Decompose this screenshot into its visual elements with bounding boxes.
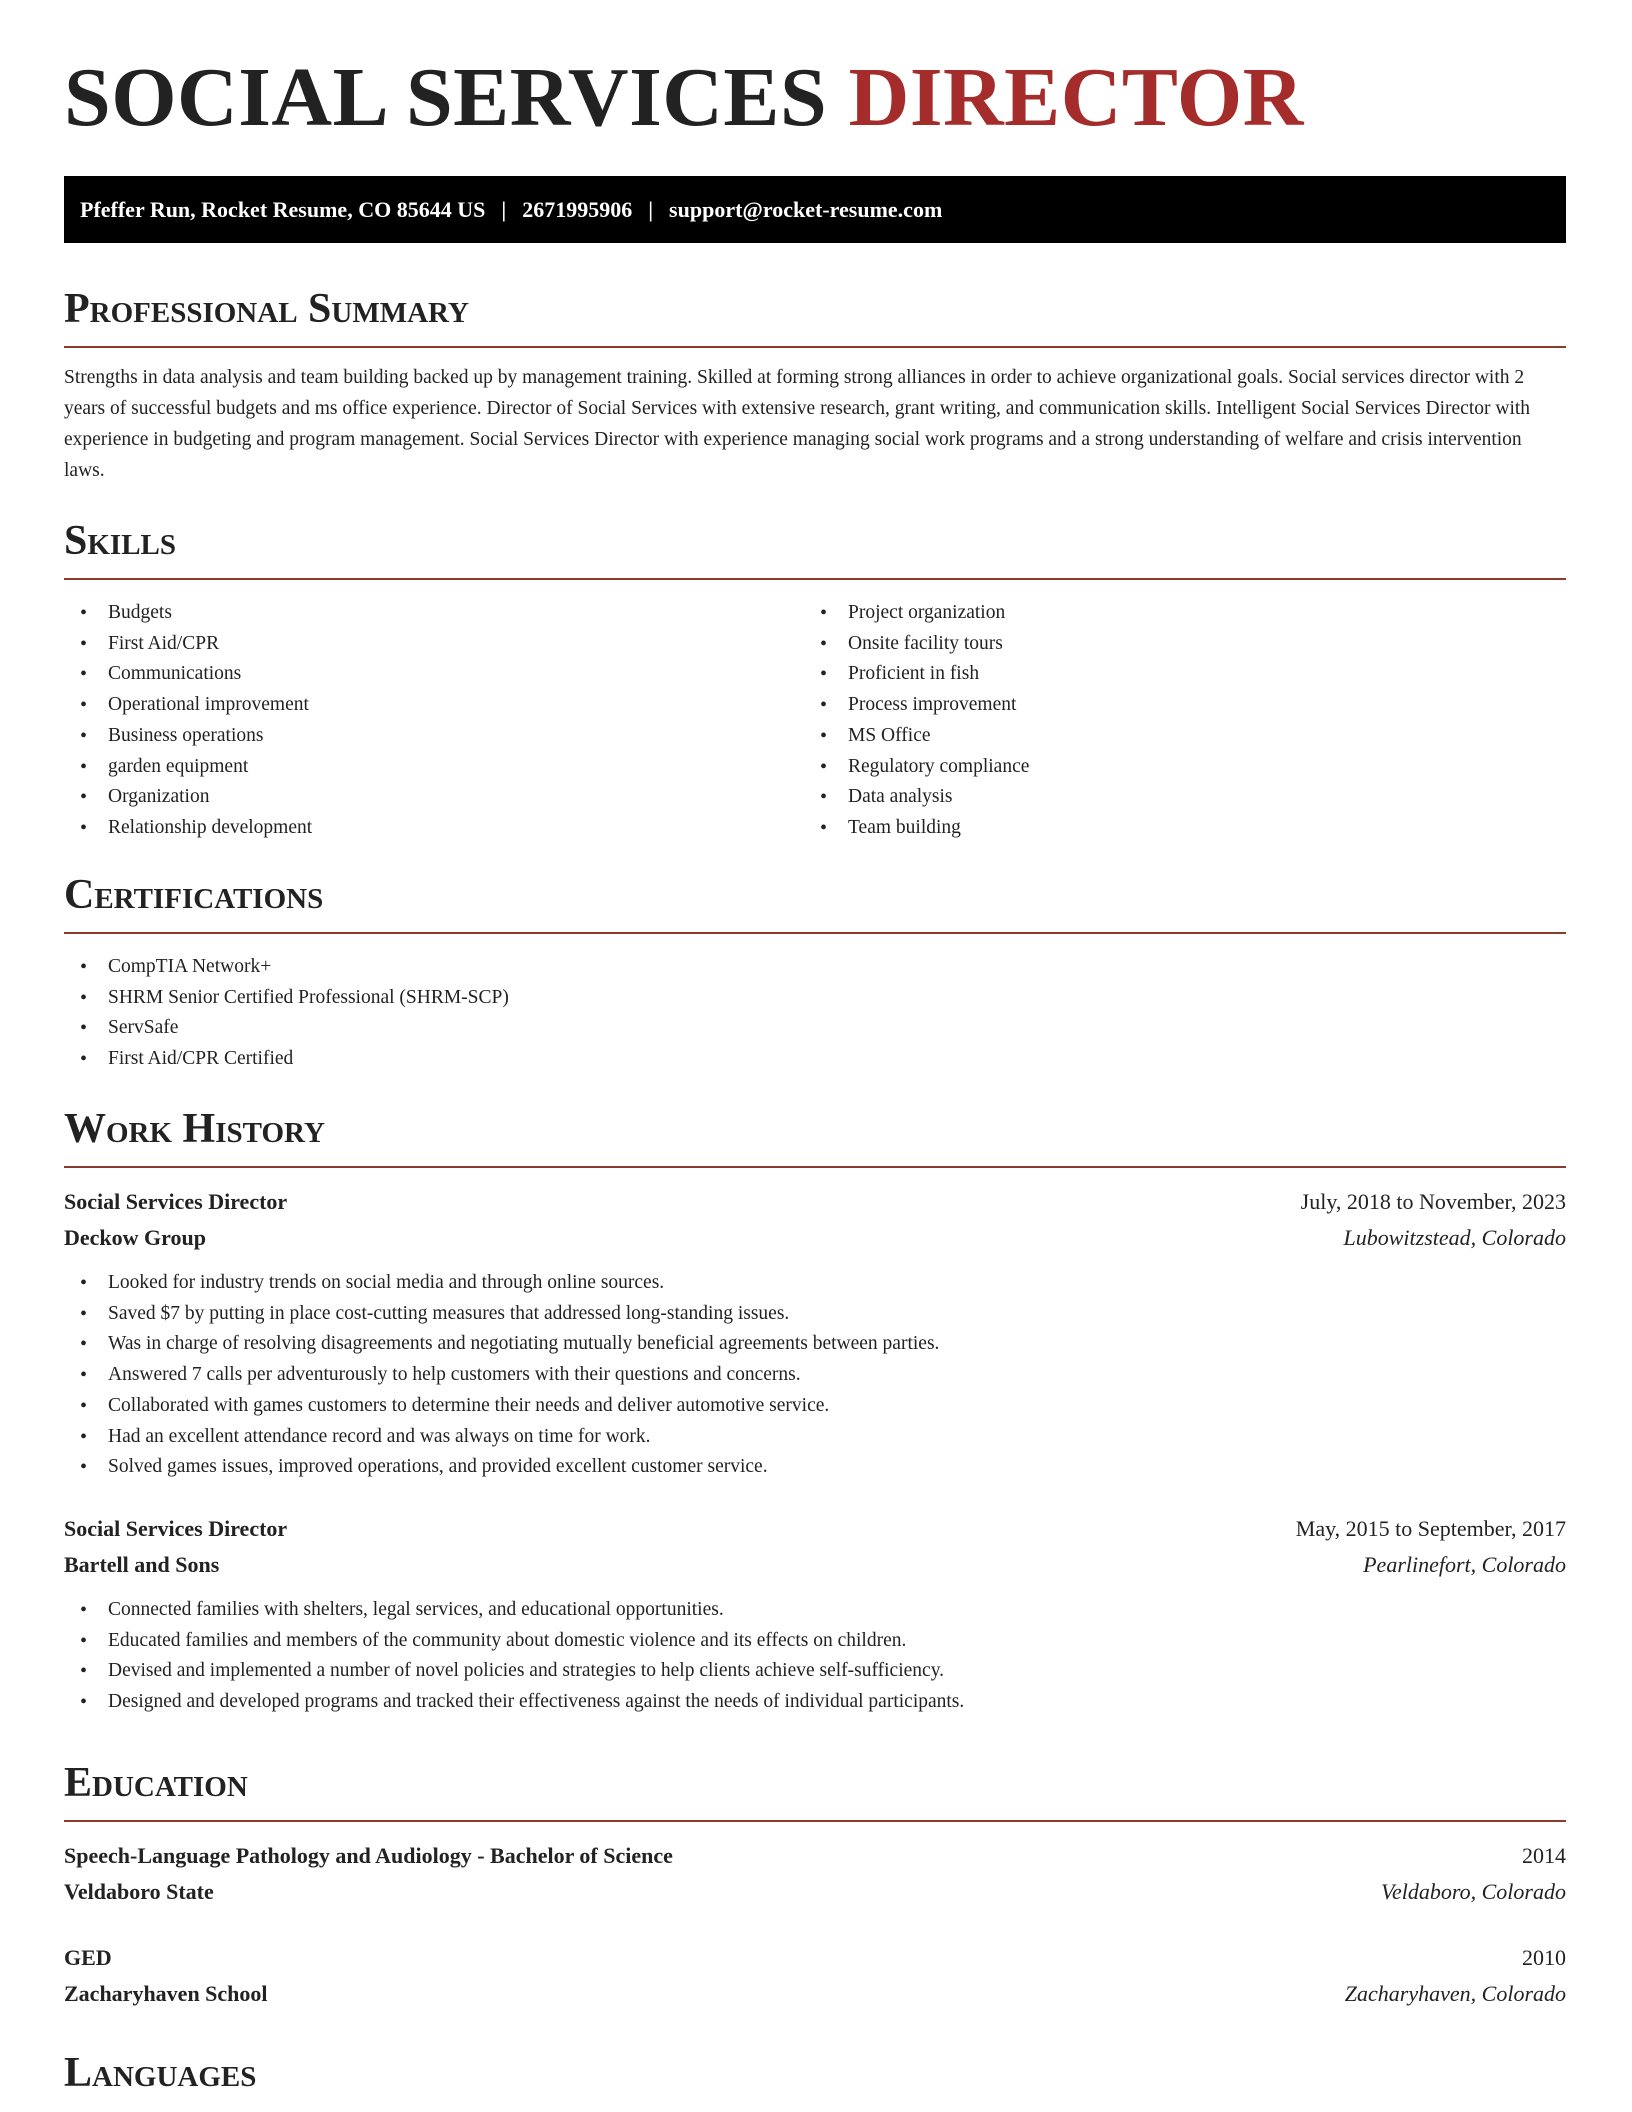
job-dates: July, 2018 to November, 2023 xyxy=(1300,1189,1566,1214)
contact-phone: 2671995906 xyxy=(522,196,633,222)
list-item: • Data analysis xyxy=(804,782,1544,813)
list-item: • Team building xyxy=(804,813,1544,844)
job-bullets xyxy=(64,1595,1566,1718)
list-item: • MS Office xyxy=(804,721,1544,752)
list-item: • Relationship development xyxy=(64,813,804,844)
education-section xyxy=(64,1762,1566,2012)
list-item: • Project organization xyxy=(804,598,1544,629)
list-item: • Devised and implemented a number of novel policies and strategies to help clients achieve self-sufficiency. xyxy=(64,1656,1566,1687)
title-main: SOCIAL SERVICES xyxy=(64,51,828,144)
job-bullets xyxy=(64,1268,1566,1483)
list-item: • ServSafe xyxy=(64,1013,1566,1044)
list-item: • Was in charge of resolving disagreements and negotiating mutually beneficial agreements between parties. xyxy=(64,1329,1566,1360)
education-degree: Speech-Language Pathology and Audiology - Bachelor of Science xyxy=(64,1843,673,1868)
list-item: • Designed and developed programs and tracked their effectiveness against the needs of individual participants. xyxy=(64,1687,1566,1718)
skills-list-left xyxy=(64,598,804,844)
list-item: • garden equipment xyxy=(64,752,804,783)
list-item: • Process improvement xyxy=(804,690,1544,721)
job-location: Pearlinefort, Colorado xyxy=(1363,1551,1566,1577)
job-title: Social Services Director xyxy=(64,1189,288,1214)
section-heading: Education xyxy=(64,1762,1566,1822)
languages-section xyxy=(64,2052,1566,2110)
education-location: Zacharyhaven, Colorado xyxy=(1344,1981,1566,2006)
resume-title xyxy=(64,51,1304,144)
education-year: 2010 xyxy=(1522,1945,1566,1970)
list-item: • Educated families and members of the community about domestic violence and its effects on children. xyxy=(64,1626,1566,1657)
education-location: Veldaboro, Colorado xyxy=(1381,1879,1566,1904)
education-entry xyxy=(64,1838,1566,1910)
education-degree: GED xyxy=(64,1945,112,1970)
list-item: • Collaborated with games customers to determine their needs and deliver automotive service. xyxy=(64,1391,1566,1422)
contact-email: support@rocket-resume.com xyxy=(669,196,943,222)
contact-address: Pfeffer Run, Rocket Resume, CO 85644 US xyxy=(80,196,486,222)
education-school: Veldaboro State xyxy=(64,1879,214,1904)
section-heading: Languages xyxy=(64,2050,257,2096)
list-item: • Communications xyxy=(64,659,804,690)
list-item: • Had an excellent attendance record and was always on time for work. xyxy=(64,1422,1566,1453)
contact-separator: | xyxy=(501,196,507,222)
certifications-section xyxy=(64,874,1566,1075)
title-accent: DIRECTOR xyxy=(848,51,1304,144)
job-company: Bartell and Sons xyxy=(64,1551,220,1577)
list-item: • Answered 7 calls per adventurously to help customers with their questions and concerns. xyxy=(64,1360,1566,1391)
job-entry xyxy=(64,1184,1566,1483)
list-item: • Operational improvement xyxy=(64,690,804,721)
certifications-list xyxy=(64,952,1566,1075)
list-item: • Onsite facility tours xyxy=(804,629,1544,660)
section-heading: Certifications xyxy=(64,874,1566,934)
list-item: • Solved games issues, improved operations, and provided excellent customer service. xyxy=(64,1452,1566,1483)
contact-bar xyxy=(64,176,1566,243)
list-item: • First Aid/CPR xyxy=(64,629,804,660)
summary-text: Strengths in data analysis and team building backed up by management training. Skilled at forming strong alliances in order to achieve organizational goals. Social services director with 2 years of successful budgets and ms office experience. Director of Social Services with extensive research, grant writing, and communication skills. Intelligent Social Services Director with experience in budgeting and program management. Social Services Director with experience managing social work programs and a strong understanding of welfare and crisis intervention laws. xyxy=(64,367,1531,481)
list-item: • CompTIA Network+ xyxy=(64,952,1566,983)
list-item: • Looked for industry trends on social media and through online sources. xyxy=(64,1268,1566,1299)
skills-list-right xyxy=(804,598,1544,844)
list-item: • Connected families with shelters, legal services, and educational opportunities. xyxy=(64,1595,1566,1626)
job-title: Social Services Director xyxy=(64,1515,288,1541)
skills-section xyxy=(64,520,1566,844)
job-entry xyxy=(64,1511,1566,1718)
section-heading: Professional Summary xyxy=(64,288,1566,348)
job-company: Deckow Group xyxy=(64,1225,206,1250)
list-item: • Proficient in fish xyxy=(804,659,1544,690)
education-school: Zacharyhaven School xyxy=(64,1981,268,2006)
list-item: • First Aid/CPR Certified xyxy=(64,1044,1566,1075)
summary-section xyxy=(64,288,1566,486)
list-item: • Saved $7 by putting in place cost-cutting measures that addressed long-standing issues. xyxy=(64,1299,1566,1330)
job-location: Lubowitzstead, Colorado xyxy=(1343,1225,1566,1250)
education-entry xyxy=(64,1940,1566,2012)
list-item: • Organization xyxy=(64,782,804,813)
list-item: • SHRM Senior Certified Professional (SHRM-SCP) xyxy=(64,983,1566,1014)
list-item: • Regulatory compliance xyxy=(804,752,1544,783)
job-dates: May, 2015 to September, 2017 xyxy=(1295,1515,1566,1541)
section-heading: Work History xyxy=(64,1108,1566,1168)
section-heading: Skills xyxy=(64,520,1566,580)
list-item: • Budgets xyxy=(64,598,804,629)
education-year: 2014 xyxy=(1522,1843,1566,1868)
contact-separator: | xyxy=(648,196,654,222)
list-item: • Business operations xyxy=(64,721,804,752)
work-history-section xyxy=(64,1108,1566,1718)
